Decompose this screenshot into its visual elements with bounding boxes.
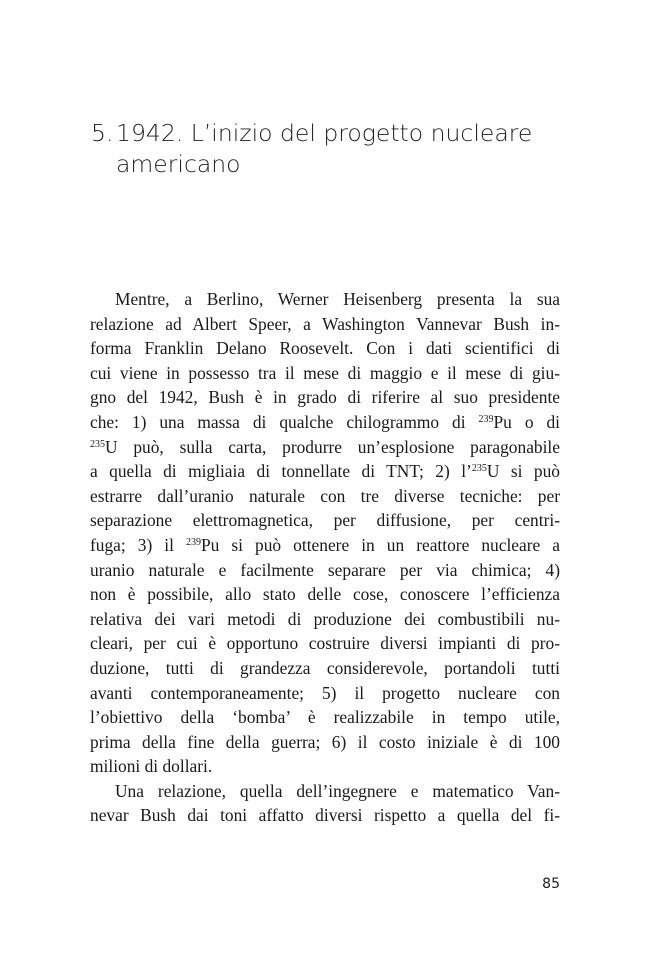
- text-line: avanti contemporaneamente; 5) il progetto nucleare con: [90, 682, 560, 703]
- paragraph-2: [90, 779, 560, 828]
- text-line: cui viene in possesso tra il mese di maggio e il mese di giu-: [90, 362, 560, 383]
- text-line: cleari, per cui è opportuno costruire diversi impianti di pro-: [90, 633, 560, 654]
- chapter-title-line-2: americano: [116, 150, 241, 178]
- text-line: $^{235}$U può, sulla carta, produrre un’esplosione paragonabile: [90, 436, 560, 457]
- text-line: a quella di migliaia di tonnellate di TNT; 2) l’$^{235}$U si può: [90, 461, 560, 482]
- text-line: milioni di dollari.: [90, 756, 213, 777]
- text-line: duzione, tutti di grandezza considerevole, portandoli tutti: [90, 657, 560, 678]
- text-line: estrarre dall’uranio naturale con tre diverse tecniche: per: [90, 485, 560, 506]
- text-line: separazione elettromagnetica, per diffusione, per centri-: [90, 510, 560, 531]
- page-number: 85: [542, 876, 560, 892]
- text-line: uranio naturale e facilmente separare per via chimica; 4): [90, 559, 560, 580]
- text-line: prima della fine della guerra; 6) il costo iniziale è di 100: [90, 731, 560, 752]
- text-line: non è possibile, allo stato delle cose, conoscere l’efficienza: [90, 584, 560, 605]
- text-line: relazione ad Albert Speer, a Washington Vannevar Bush in-: [90, 313, 560, 334]
- text-line: nevar Bush dai toni affatto diversi rispetto a quella del fi-: [90, 805, 560, 826]
- text-line: forma Franklin Delano Roosevelt. Con i dati scientifici di: [90, 338, 560, 359]
- chapter-heading: [91, 118, 571, 180]
- body-text: [90, 287, 560, 828]
- text-line: l’obiettivo della ‘bomba’ è realizzabile in tempo utile,: [90, 707, 560, 728]
- text-line: fuga; 3) il $^{239}$Pu si può ottenere in un reattore nucleare a: [90, 534, 560, 555]
- text-line: Una relazione, quella dell’ingegnere e matematico Van-: [115, 780, 560, 801]
- text-line: Mentre, a Berlino, Werner Heisenberg presenta la sua: [115, 289, 560, 309]
- chapter-number: 5.: [91, 119, 114, 147]
- paragraph-1: [90, 287, 560, 779]
- text-line: relativa dei vari metodi di produzione dei combustibili nu-: [90, 608, 560, 629]
- text-line: che: 1) una massa di qualche chilogrammo di $^{239}$Pu o di: [90, 411, 560, 432]
- text-line: gno del 1942, Bush è in grado di riferire al suo presidente: [90, 387, 560, 408]
- chapter-title-line-1: 1942. L’inizio del progetto nucleare: [116, 119, 533, 147]
